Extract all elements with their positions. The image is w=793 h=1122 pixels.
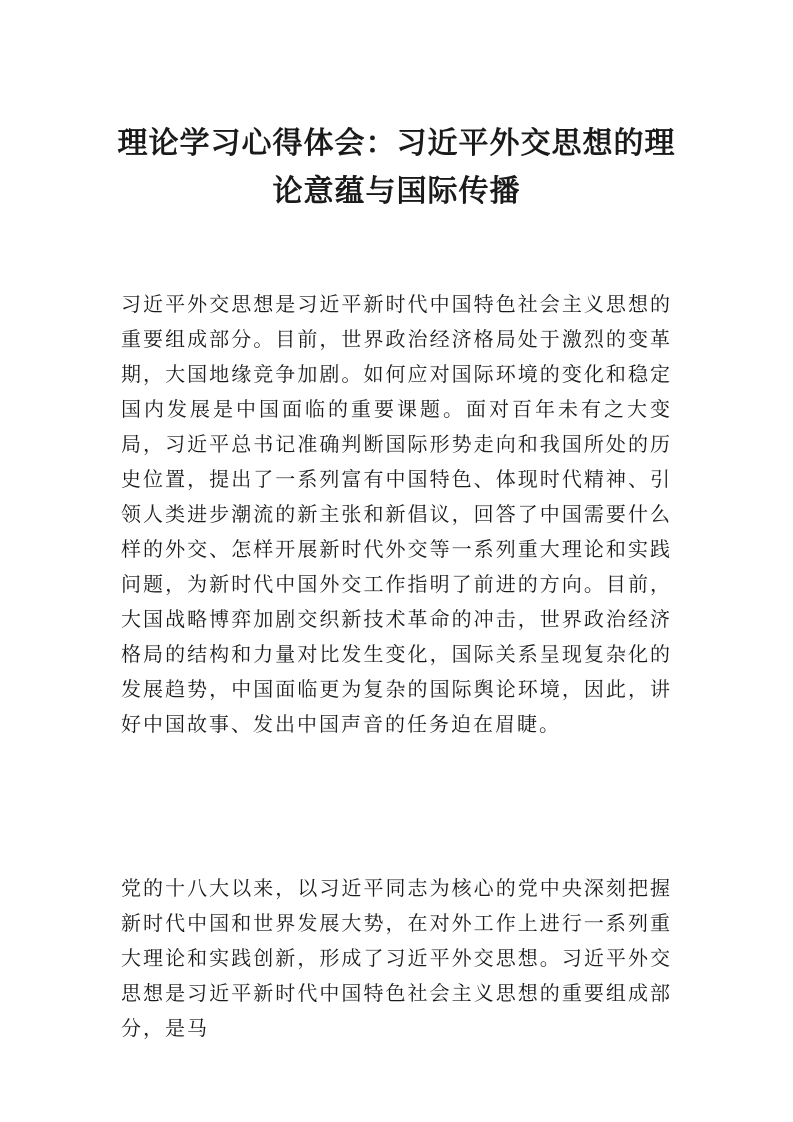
paragraph-2 (121, 871, 672, 1046)
paragraph-text: 党的十八大以来，以习近平同志为核心的党中央深刻把握新时代中国和世界发展大势，在对外工作上进行一系列重大理论和实践创新，形成了习近平外交思想。习近平外交思想是习近平新时代中国特色社会主义思想的重要组成部分，是马 (121, 876, 672, 1040)
paragraph-text: 习近平外交思想是习近平新时代中国特色社会主义思想的重要组成部分。目前，世界政治经济格局处于激烈的变革期，大国地缘竞争加剧。如何应对国际环境的变化和稳定国内发展是中国面临的重要课题。面对百年未有之大变局，习近平总书记准确判断国际形势走向和我国所处的历史位置，提出了一系列富有中国特色、体现时代精神、引领人类进步潮流的新主张和新倡议，回答了中国需要什么样的外交、怎样开展新时代外交等一系列重大理论和实践问题，为新时代中国外交工作指明了前进的方向。目前，大国战略博弈加剧交织新技术革命的冲击，世界政治经济格局的结构和力量对比发生变化，国际关系呈现复杂化的发展趋势，中国面临更为复杂的国际舆论环境，因此，讲好中国故事、发出中国声音的任务迫在眉睫。 (121, 292, 672, 736)
document-title: 理论学习心得体会：习近平外交思想的理论意蕴与国际传播 (117, 126, 676, 209)
paragraph-1 (121, 287, 672, 742)
